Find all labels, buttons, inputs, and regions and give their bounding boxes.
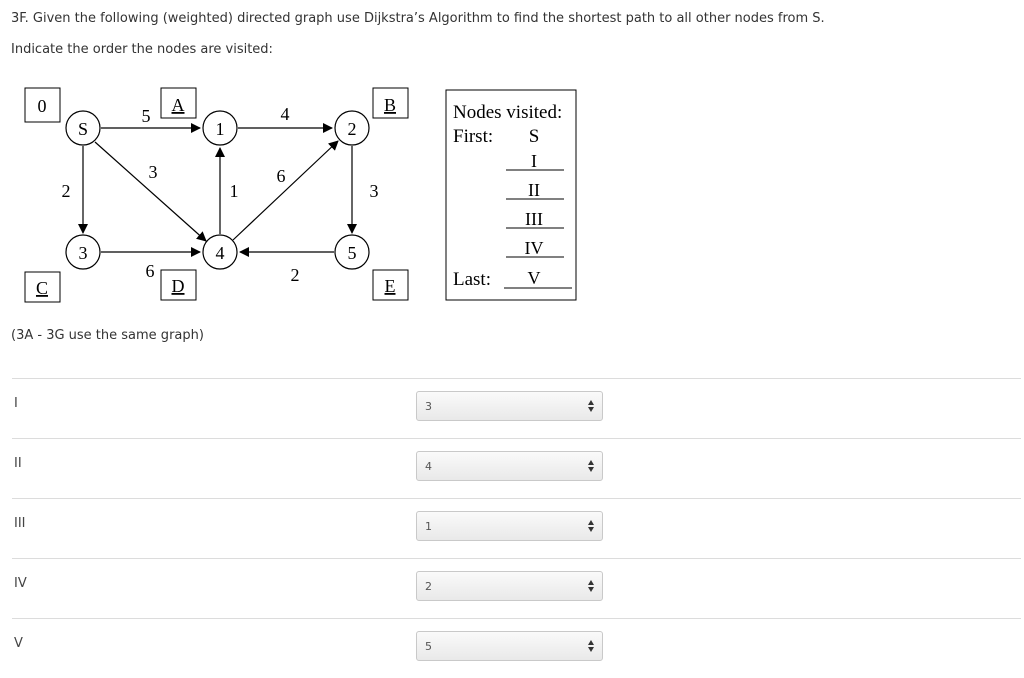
legend-order-4: IV bbox=[524, 238, 544, 258]
graph-note: (3A - 3G use the same graph) bbox=[11, 328, 204, 343]
answer-select-value: 5 bbox=[425, 640, 432, 653]
node-s bbox=[66, 111, 100, 145]
legend-first-value: S bbox=[528, 126, 540, 147]
weight-3-4: 6 bbox=[145, 261, 155, 281]
updown-arrow-icon bbox=[588, 639, 594, 653]
svg-text:C: C bbox=[35, 278, 49, 298]
answer-select[interactable] bbox=[416, 391, 603, 421]
svg-text:1: 1 bbox=[215, 119, 225, 139]
legend-title: Nodes visited: bbox=[453, 102, 563, 123]
updown-arrow-icon bbox=[588, 399, 594, 413]
svg-text:B: B bbox=[383, 95, 397, 115]
question-title: 3F. Given the following (weighted) directed graph use Dijkstra’s Algorithm to find the shortest path to all other nodes from S. bbox=[11, 11, 825, 26]
svg-text:D: D bbox=[171, 276, 185, 296]
answer-label: V bbox=[14, 636, 23, 651]
svg-text:E: E bbox=[384, 276, 396, 296]
visited-legend bbox=[446, 90, 576, 300]
answer-label: III bbox=[14, 516, 26, 531]
legend-last-value: V bbox=[527, 268, 541, 288]
answer-row bbox=[12, 438, 1021, 498]
legend-first-label: First: bbox=[453, 126, 494, 147]
node-2 bbox=[335, 111, 369, 145]
edge-4-2 bbox=[233, 141, 338, 240]
weight-4-1: 1 bbox=[229, 181, 239, 201]
graph-figure bbox=[20, 84, 580, 313]
box-c bbox=[25, 272, 60, 302]
svg-text:3: 3 bbox=[78, 243, 88, 263]
answer-row bbox=[12, 618, 1021, 678]
answer-row bbox=[12, 498, 1021, 558]
answer-select-value: 1 bbox=[425, 520, 432, 533]
weight-2-5: 3 bbox=[369, 181, 379, 201]
node-4 bbox=[203, 235, 237, 269]
box-a bbox=[161, 88, 196, 118]
updown-arrow-icon bbox=[588, 579, 594, 593]
edge-s-4 bbox=[95, 142, 206, 241]
answer-select[interactable] bbox=[416, 571, 603, 601]
box-d bbox=[161, 270, 196, 300]
updown-arrow-icon bbox=[588, 459, 594, 473]
weight-5-4: 2 bbox=[290, 265, 300, 285]
svg-text:4: 4 bbox=[215, 243, 225, 263]
weight-1-2: 4 bbox=[280, 104, 290, 124]
weight-s-1: 5 bbox=[141, 106, 151, 126]
answer-row bbox=[12, 558, 1021, 618]
updown-arrow-icon bbox=[588, 519, 594, 533]
svg-text:2: 2 bbox=[347, 119, 357, 139]
answer-select-value: 2 bbox=[425, 580, 432, 593]
answer-select[interactable] bbox=[416, 511, 603, 541]
answer-select-value: 3 bbox=[425, 400, 432, 413]
graph-svg bbox=[20, 84, 580, 309]
legend-order-1: I bbox=[531, 151, 537, 171]
box-b bbox=[373, 88, 408, 118]
node-3 bbox=[66, 235, 100, 269]
answer-label: IV bbox=[14, 576, 27, 591]
svg-text:A: A bbox=[171, 95, 185, 115]
node-5 bbox=[335, 235, 369, 269]
legend-order-3: III bbox=[525, 209, 543, 229]
answer-select-value: 4 bbox=[425, 460, 432, 473]
weight-s-4: 3 bbox=[148, 162, 158, 182]
answer-label: I bbox=[14, 396, 18, 411]
box-e bbox=[373, 270, 408, 300]
node-1 bbox=[203, 111, 237, 145]
answer-list bbox=[12, 378, 1021, 678]
legend-order-2: II bbox=[528, 180, 540, 200]
answer-row bbox=[12, 378, 1021, 438]
answer-select[interactable] bbox=[416, 631, 603, 661]
svg-text:0: 0 bbox=[37, 96, 47, 116]
weight-s-3: 2 bbox=[61, 181, 71, 201]
svg-text:5: 5 bbox=[347, 243, 357, 263]
box-zero bbox=[25, 88, 60, 122]
answer-select[interactable] bbox=[416, 451, 603, 481]
svg-text:S: S bbox=[77, 119, 89, 139]
weight-4-2: 6 bbox=[276, 166, 286, 186]
answer-label: II bbox=[14, 456, 22, 471]
legend-last-label: Last: bbox=[453, 269, 491, 290]
question-subtitle: Indicate the order the nodes are visited: bbox=[11, 42, 273, 57]
